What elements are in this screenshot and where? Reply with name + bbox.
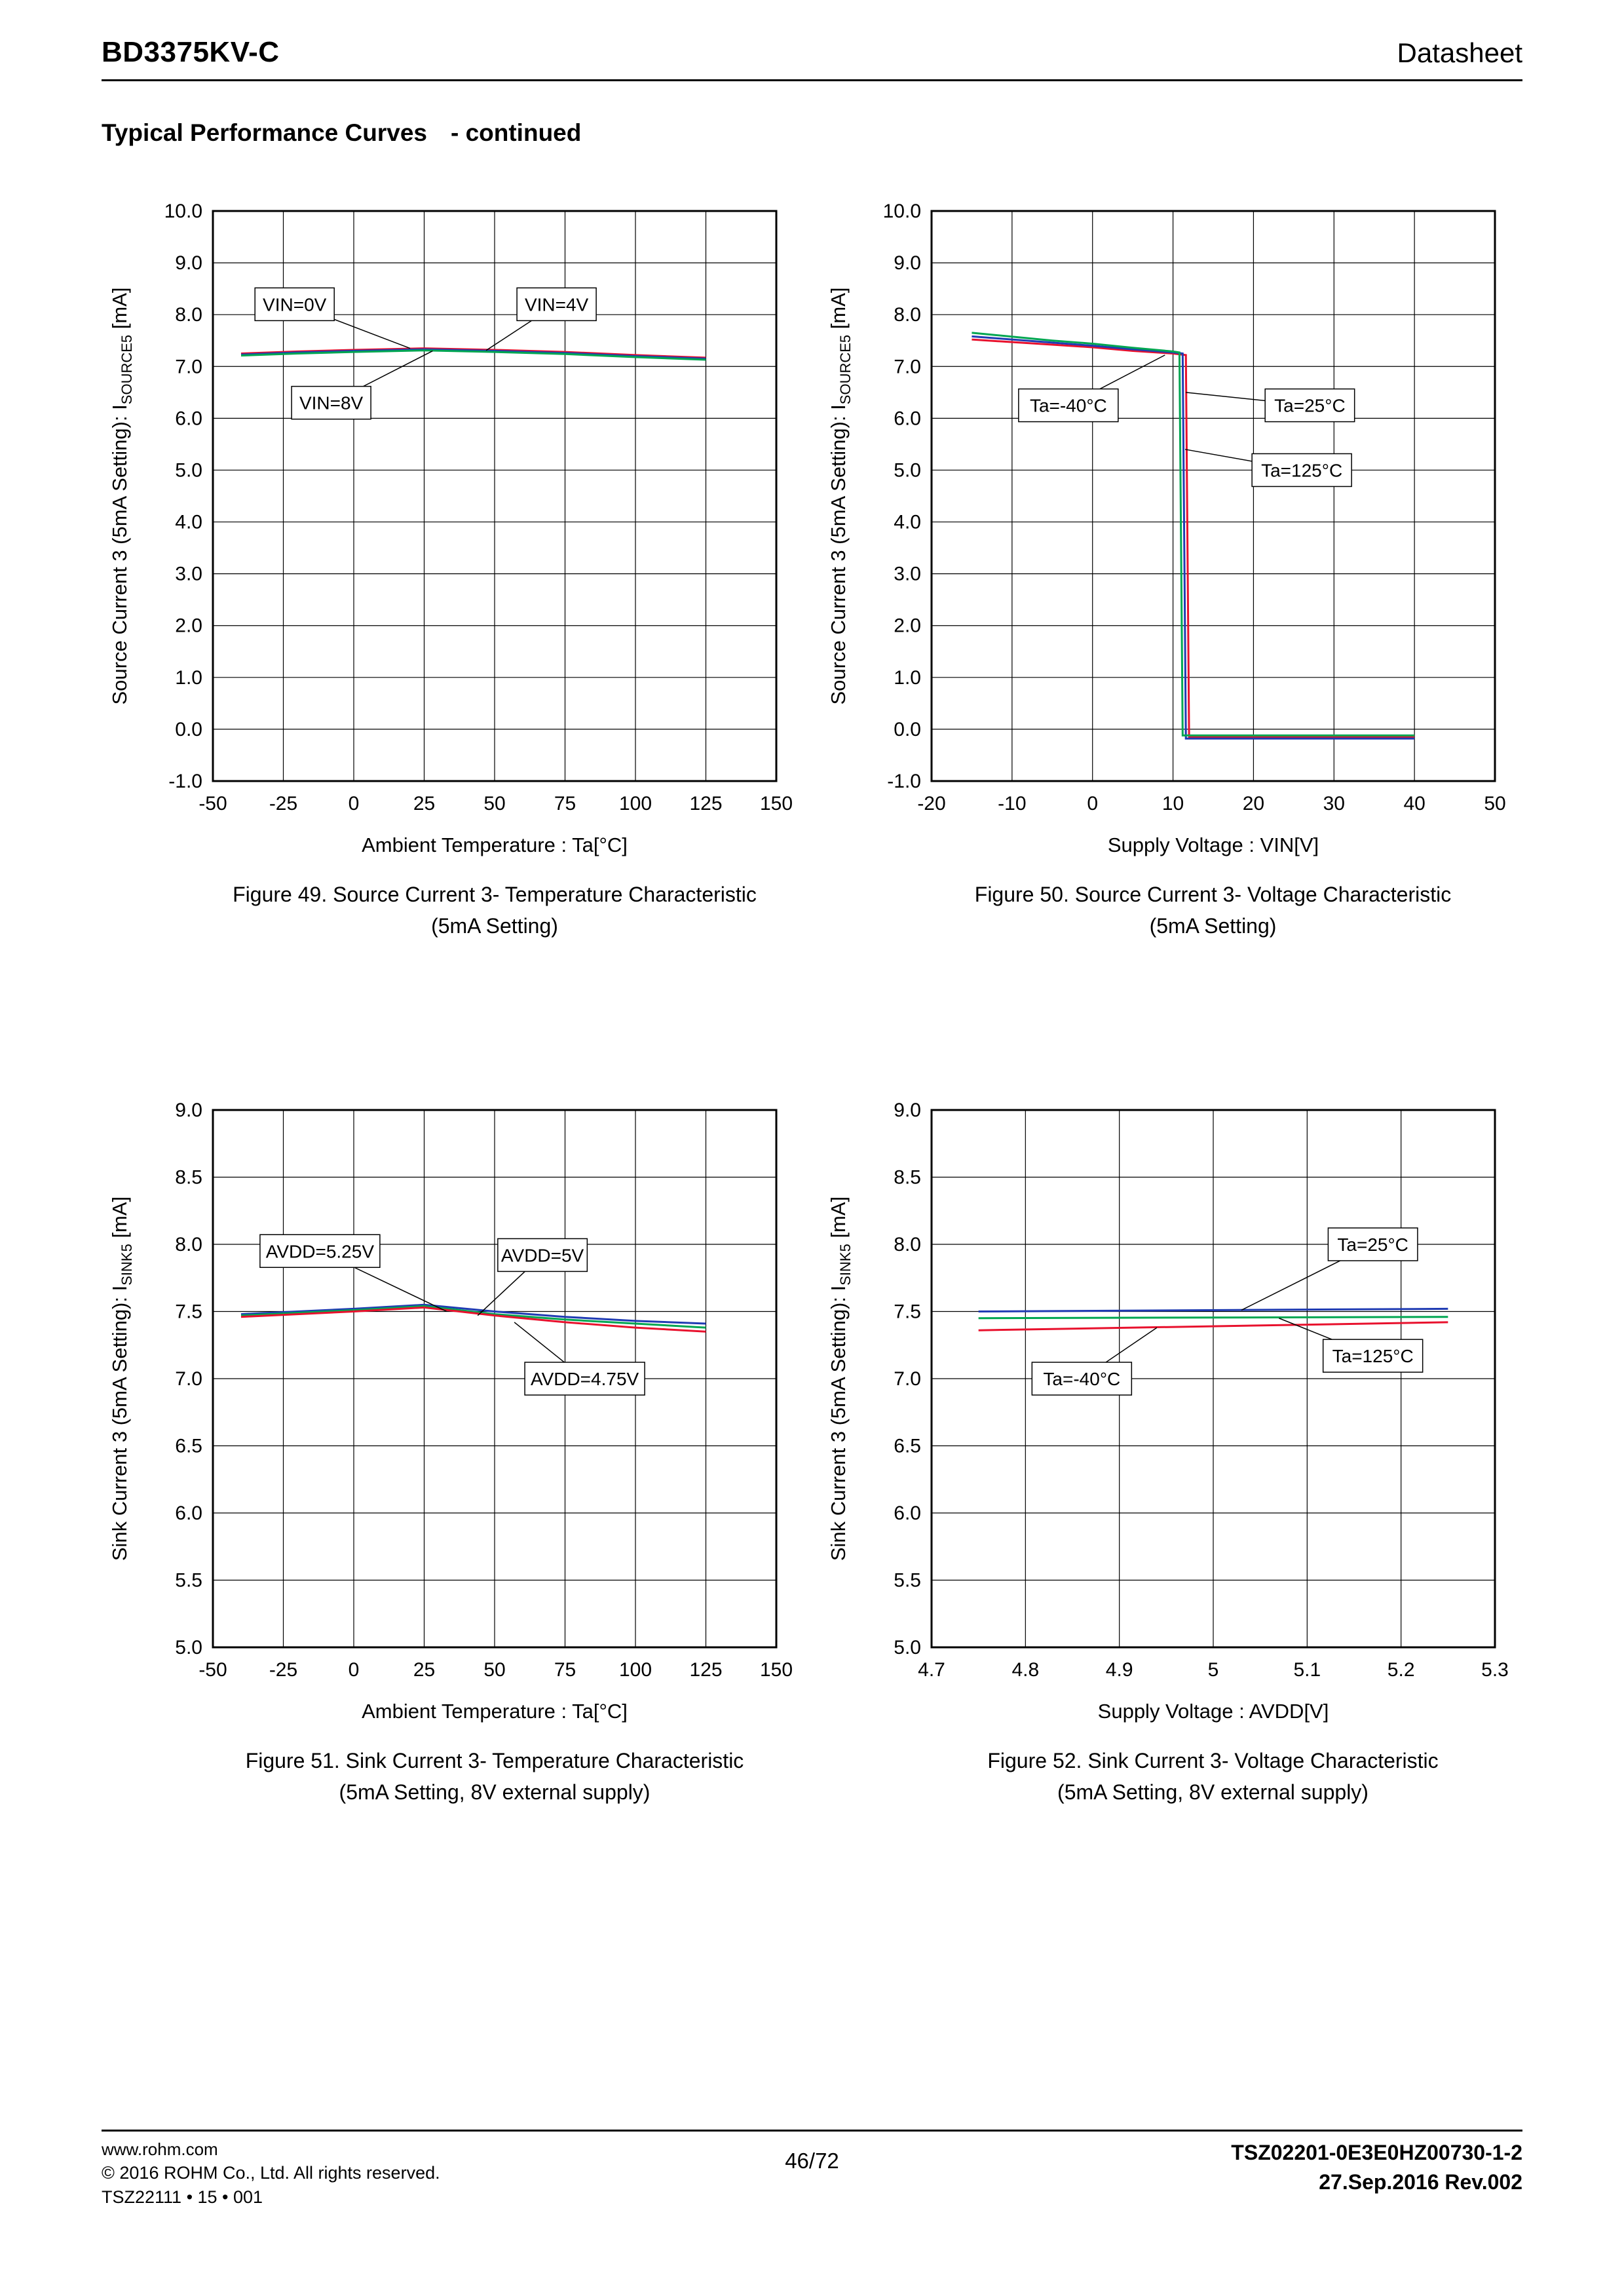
x-tick-label: -50 — [198, 793, 227, 814]
x-tick-label: 5 — [1207, 1659, 1218, 1681]
annotation-label: Ta=-40°C — [1029, 395, 1107, 416]
figure-50-caption-subtitle: (5mA Setting) — [1149, 914, 1277, 938]
figure-52-caption — [932, 1745, 1495, 1808]
annotation-label: AVDD=4.75V — [530, 1369, 639, 1389]
y-tick-label: 3.0 — [893, 563, 921, 585]
y-tick-label: 2.0 — [175, 615, 202, 637]
charts-grid — [102, 190, 1522, 1808]
y-tick-label: 0.0 — [175, 718, 202, 740]
x-tick-label: -50 — [198, 1659, 227, 1681]
figure-49-plot — [102, 190, 796, 870]
x-tick-label: 150 — [759, 793, 793, 814]
x-tick-label: 50 — [483, 793, 506, 814]
y-tick-label: 1.0 — [893, 666, 921, 689]
x-tick-label: -25 — [269, 793, 298, 814]
x-axis-label: Supply Voltage : VIN[V] — [1107, 833, 1319, 856]
y-tick-label: 7.0 — [175, 356, 202, 378]
y-tick-label: 5.0 — [893, 1637, 921, 1658]
x-tick-label: 0 — [348, 793, 360, 814]
y-tick-label: 7.5 — [175, 1301, 202, 1323]
y-tick-label: 6.0 — [175, 1502, 202, 1524]
annotation-label: VIN=8V — [299, 392, 364, 413]
y-tick-label: 6.5 — [893, 1435, 921, 1457]
y-tick-label: 7.0 — [893, 1368, 921, 1390]
y-tick-label: 4.0 — [893, 511, 921, 533]
x-tick-label: 0 — [348, 1659, 360, 1681]
figure-51-caption-title: Figure 51. Sink Current 3- Temperature Characteristic — [245, 1749, 744, 1772]
y-axis-label: Sink Current 3 (5mA Setting): $I_{SINK5}$ [mA] — [826, 1196, 854, 1561]
y-tick-label: 5.5 — [175, 1569, 202, 1592]
x-tick-label: 4.9 — [1105, 1659, 1133, 1681]
y-tick-label: 1.0 — [175, 666, 202, 689]
footer-ref-number: TSZ02201-0E3E0HZ00730-1-2 — [1231, 2141, 1522, 2164]
y-tick-label: 2.0 — [893, 615, 921, 637]
y-tick-label: 7.0 — [175, 1368, 202, 1390]
x-tick-label: 75 — [554, 1659, 576, 1681]
annotation-label: Ta=25°C — [1336, 1234, 1408, 1255]
y-tick-label: 5.0 — [175, 459, 202, 482]
y-tick-label: 9.0 — [893, 1100, 921, 1121]
figure-52 — [820, 1089, 1523, 1808]
series-line — [978, 1317, 1448, 1318]
x-tick-label: 125 — [689, 1659, 723, 1681]
figure-52-caption-title: Figure 52. Sink Current 3- Voltage Characteristic — [987, 1749, 1439, 1772]
y-tick-label: 4.0 — [175, 511, 202, 533]
y-tick-label: 8.0 — [175, 304, 202, 326]
y-tick-label: 5.5 — [893, 1569, 921, 1592]
section-title-suffix: - continued — [450, 119, 582, 146]
footer-left-block — [102, 2138, 575, 2209]
product-name: BD3375KV-C — [102, 36, 280, 68]
x-tick-label: 10 — [1161, 793, 1184, 814]
x-tick-label: 30 — [1323, 793, 1345, 814]
x-axis-label: Ambient Temperature : Ta[°C] — [362, 1700, 628, 1723]
x-tick-label: -25 — [269, 1659, 298, 1681]
y-axis-label: Sink Current 3 (5mA Setting): $I_{SINK5}$ [mA] — [108, 1196, 135, 1561]
y-tick-label: -1.0 — [886, 771, 921, 792]
x-axis-label: Ambient Temperature : Ta[°C] — [362, 833, 628, 856]
annotation-label: Ta=125°C — [1332, 1346, 1414, 1367]
footer-right-block — [1049, 2138, 1522, 2197]
y-tick-label: 6.0 — [893, 408, 921, 430]
y-tick-label: 8.5 — [175, 1166, 202, 1189]
figure-50-caption — [932, 879, 1495, 942]
page-header — [102, 36, 1522, 81]
x-tick-label: 50 — [1483, 793, 1506, 814]
figure-49-caption-title: Figure 49. Source Current 3- Temperature Characteristic — [233, 883, 757, 906]
figure-49-caption — [213, 879, 776, 942]
annotation-label: Ta=125°C — [1260, 460, 1342, 481]
annotation-label: VIN=0V — [263, 294, 327, 315]
series-line — [978, 1309, 1448, 1311]
annotation-label: AVDD=5V — [500, 1245, 584, 1266]
document-type-label: Datasheet — [1397, 37, 1522, 68]
footer-doc-code: TSZ22111 • 15 • 001 — [102, 2187, 263, 2207]
y-tick-label: 7.0 — [893, 356, 921, 378]
y-tick-label: 5.0 — [893, 459, 921, 482]
y-tick-label: 8.0 — [175, 1234, 202, 1255]
x-tick-label: 50 — [483, 1659, 506, 1681]
x-tick-label: 5.1 — [1293, 1659, 1321, 1681]
figure-50 — [820, 190, 1523, 942]
x-tick-label: 75 — [554, 793, 576, 814]
x-tick-label: 125 — [689, 793, 723, 814]
y-tick-label: 9.0 — [175, 252, 202, 275]
x-tick-label: 5.3 — [1481, 1659, 1509, 1681]
plot-border — [932, 211, 1495, 781]
section-title-text: Typical Performance Curves — [102, 119, 427, 146]
y-tick-label: 8.5 — [893, 1166, 921, 1189]
annotation-label: Ta=-40°C — [1042, 1369, 1120, 1389]
y-tick-label: 6.0 — [893, 1502, 921, 1524]
x-tick-label: 100 — [618, 793, 652, 814]
y-tick-label: 9.0 — [893, 252, 921, 275]
y-tick-label: 8.0 — [893, 1234, 921, 1255]
x-tick-label: 40 — [1403, 793, 1426, 814]
x-tick-label: 25 — [413, 1659, 436, 1681]
x-tick-label: 4.8 — [1011, 1659, 1039, 1681]
footer-website: www.rohm.com — [102, 2139, 218, 2159]
figure-51-caption — [213, 1745, 776, 1808]
y-tick-label: 10.0 — [882, 201, 921, 222]
annotation-label: AVDD=5.25V — [265, 1241, 375, 1262]
y-tick-label: 10.0 — [164, 201, 202, 222]
x-tick-label: 25 — [413, 793, 436, 814]
figure-52-caption-subtitle: (5mA Setting, 8V external supply) — [1057, 1780, 1369, 1804]
footer-page-number: 46/72 — [785, 2149, 839, 2173]
x-tick-label: -20 — [916, 793, 946, 814]
annotation-label: VIN=4V — [524, 294, 589, 315]
figure-49-caption-subtitle: (5mA Setting) — [431, 914, 558, 938]
x-tick-label: 0 — [1086, 793, 1098, 814]
figure-49 — [102, 190, 804, 942]
y-tick-label: 5.0 — [175, 1637, 202, 1658]
y-tick-label: 6.0 — [175, 408, 202, 430]
y-axis-label: Source Current 3 (5mA Setting): $I_{SOURCE5}$ [mA] — [108, 287, 135, 705]
figure-50-plot — [820, 190, 1515, 870]
figure-51 — [102, 1089, 804, 1808]
y-tick-label: 8.0 — [893, 304, 921, 326]
figure-52-plot — [820, 1089, 1515, 1736]
y-tick-label: 3.0 — [175, 563, 202, 585]
figure-51-plot — [102, 1089, 796, 1736]
footer-copyright: © 2016 ROHM Co., Ltd. All rights reserved. — [102, 2163, 440, 2183]
figure-51-caption-subtitle: (5mA Setting, 8V external supply) — [339, 1780, 651, 1804]
x-tick-label: 100 — [618, 1659, 652, 1681]
x-tick-label: 20 — [1242, 793, 1264, 814]
annotation-label: Ta=25°C — [1274, 395, 1346, 416]
x-tick-label: 4.7 — [917, 1659, 945, 1681]
y-tick-label: 9.0 — [175, 1100, 202, 1121]
y-tick-label: -1.0 — [168, 771, 202, 792]
x-tick-label: 150 — [759, 1659, 793, 1681]
page-footer — [102, 2130, 1522, 2209]
x-tick-label: -10 — [997, 793, 1027, 814]
section-title — [102, 119, 1522, 147]
footer-revision: 27.Sep.2016 Rev.002 — [1319, 2170, 1522, 2194]
figure-50-caption-title: Figure 50. Source Current 3- Voltage Characteristic — [974, 883, 1452, 906]
y-tick-label: 7.5 — [893, 1301, 921, 1323]
y-tick-label: 0.0 — [893, 718, 921, 740]
y-axis-label: Source Current 3 (5mA Setting): $I_{SOURCE5}$ [mA] — [826, 287, 854, 705]
x-tick-label: 5.2 — [1387, 1659, 1415, 1681]
x-axis-label: Supply Voltage : AVDD[V] — [1097, 1700, 1329, 1723]
y-tick-label: 6.5 — [175, 1435, 202, 1457]
